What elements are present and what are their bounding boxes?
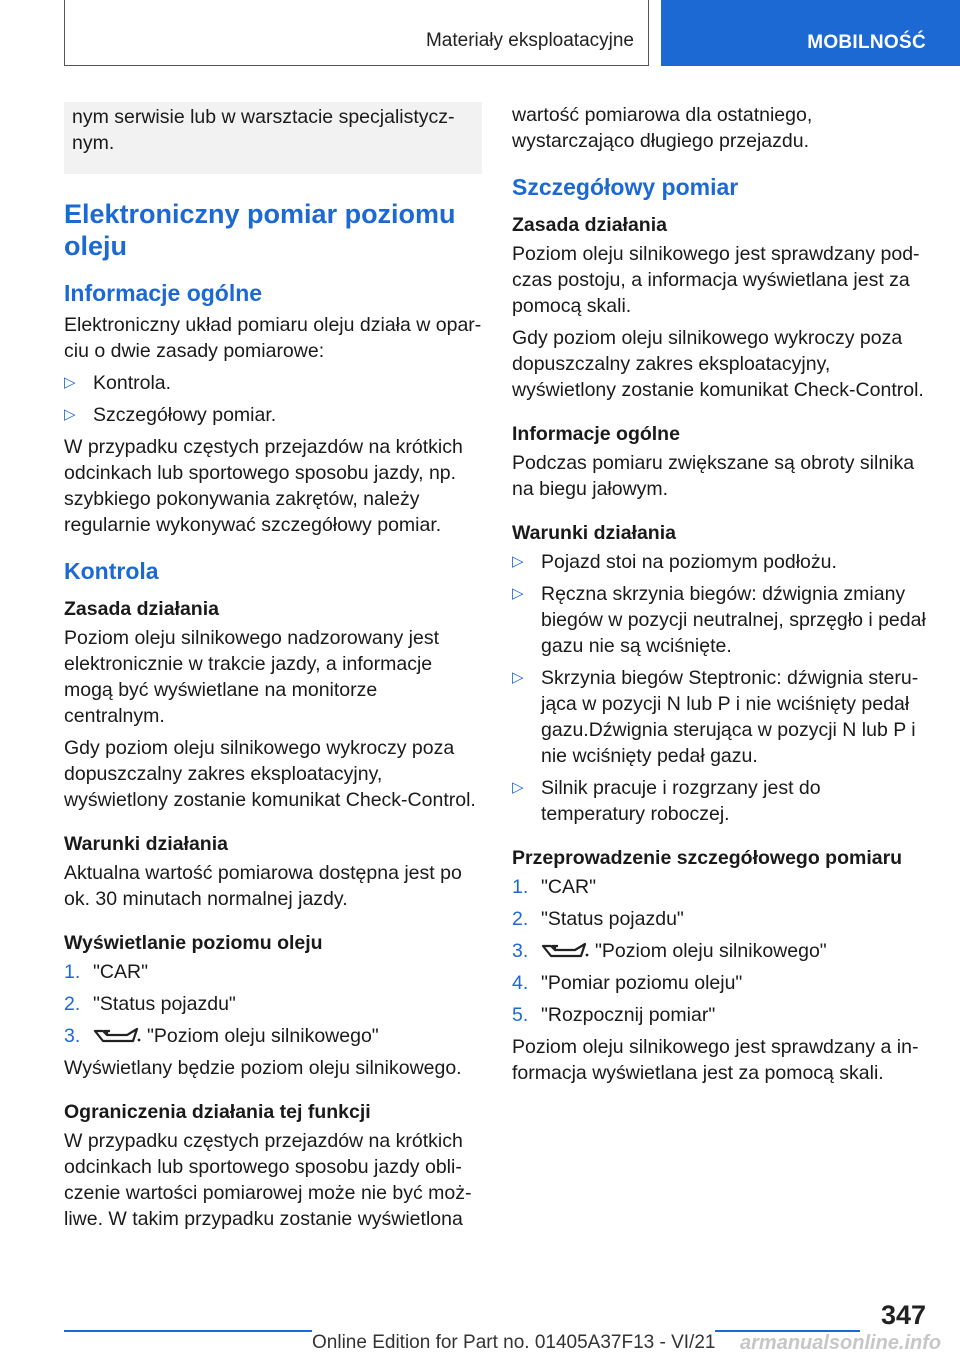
section-title-box — [64, 0, 649, 66]
list-item: 5. "Rozpocznij pomiar" — [512, 1004, 716, 1026]
chapter-tab-label: MOBILNOŚĆ — [807, 32, 926, 53]
procedure-result: Poziom oleju silnikowego jest sprawdzany a informacja wyświetlana jest za pomocą skali. — [512, 1036, 919, 1084]
triangle-bullet-icon: ▷ — [512, 669, 524, 686]
note-box-text: nym serwisie lub w warsztacie specjalistycznym. — [72, 106, 455, 154]
display-steps — [64, 959, 482, 1049]
general-heading: Informacje ogólne — [64, 280, 263, 306]
oil-can-icon — [93, 1025, 141, 1045]
control-heading: Kontrola — [64, 558, 159, 584]
triangle-bullet-icon: ▷ — [512, 585, 524, 602]
edition-text: Online Edition for Part no. 01405A37F13 - VI/21 — [312, 1332, 716, 1353]
principle-paragraph-1: Poziom oleju silnikowego nadzorowany jest elektronicznie w trakcie jazdy, a informacje mogą być wyświetlane na monitorze centralnym. — [64, 627, 440, 727]
procedure-steps — [512, 874, 930, 1028]
general-note: W przypadku częstych przejazdów na krótkich odcinkach lub sportowego sposobu jazdy, np. szybkiego pokonywania zakrętów, należy regularnie wykonywać szczegółowy pomiar. — [64, 436, 463, 536]
principle-heading: Zasada działania — [64, 598, 219, 620]
left-column — [64, 102, 482, 1238]
principle-paragraph-1: Poziom oleju silnikowego jest sprawdzany podczas postoju, a informacja wyświetlana jest za pomocą skali. — [512, 243, 920, 317]
page-number: 347 — [880, 1300, 926, 1330]
list-item: 3. "Poziom oleju silnikowego" — [512, 940, 827, 962]
principle-paragraph-2: Gdy poziom oleju silnikowego wykroczy poza dopuszczalny zakres eksploatacyjny, wyświetlony zostanie komunikat Check-Control. — [512, 327, 924, 401]
chapter-tab[interactable] — [661, 0, 960, 66]
list-item: 4. "Pomiar poziomu oleju" — [512, 972, 743, 994]
list-item: 2. "Status pojazdu" — [512, 908, 684, 930]
note-box — [64, 102, 482, 174]
section-title: Materiały eksploatacyjne — [425, 30, 634, 51]
conditions-list — [512, 549, 930, 827]
conditions-text: Aktualna wartość pomiarowa dostępna jest po ok. 30 minutach normalnej jazdy. — [64, 862, 462, 910]
principle-paragraph-2: Gdy poziom oleju silnikowego wykroczy poza dopuszczalny zakres eksploatacyjny, wyświetlony zostanie komunikat Check-Control. — [64, 737, 476, 811]
conditions-heading: Warunki działania — [512, 522, 676, 544]
list-item: ▷ Ręczna skrzynia biegów: dźwignia zmiany biegów w pozycji neutralnej, sprzęgło i pedał gazu nie są wciśnięte. — [512, 583, 926, 657]
triangle-bullet-icon: ▷ — [64, 374, 76, 391]
triangle-bullet-icon: ▷ — [64, 406, 76, 423]
list-item: ▷ Kontrola. — [64, 372, 172, 394]
display-result: Wyświetlany będzie poziom oleju silnikowego. — [64, 1057, 462, 1079]
detail-heading: Szczegółowy pomiar — [512, 174, 739, 200]
page-title: Elektroniczny pomiar poziomu oleju — [64, 199, 456, 261]
general-intro: Elektroniczny układ pomiaru oleju działa w oparciu o dwie zasady pomiarowe: — [64, 314, 482, 362]
principles-list — [64, 370, 482, 428]
list-item: ▷ Szczegółowy pomiar. — [64, 404, 277, 426]
list-item: ▷ Skrzynia biegów Steptronic: dźwignia sterująca w pozycji N lub P i nie wciśnięty pedał gazu.Dźwignia sterująca w pozycji N lub P i nie wciśnięty pedał gazu. — [512, 667, 919, 767]
list-item: 3. "Poziom oleju silnikowego" — [64, 1025, 379, 1047]
right-column — [512, 102, 930, 1092]
general-heading: Informacje ogólne — [512, 423, 680, 445]
list-item: 1. "CAR" — [512, 876, 597, 898]
general-text: Podczas pomiaru zwiększane są obroty silnika na biegu jałowym. — [512, 452, 915, 500]
conditions-heading: Warunki działania — [64, 833, 228, 855]
triangle-bullet-icon: ▷ — [512, 779, 524, 796]
limits-heading: Ograniczenia działania tej funkcji — [64, 1101, 371, 1123]
limits-text: W przypadku częstych przejazdów na krótkich odcinkach lub sportowego sposobu jazdy obliczenie wartości pomiarowej może nie być możliwe. W takim przypadku zostanie wyświetlona — [64, 1130, 472, 1230]
list-item: 2. "Status pojazdu" — [64, 993, 236, 1015]
continued-text: wartość pomiarowa dla ostatniego, wystarczająco długiego przejazdu. — [512, 104, 813, 152]
triangle-bullet-icon: ▷ — [512, 553, 524, 570]
watermark: armanualsonline.info — [740, 1332, 942, 1354]
display-heading: Wyświetlanie poziomu oleju — [64, 932, 323, 954]
list-item: ▷ Pojazd stoi na poziomym podłożu. — [512, 551, 837, 573]
procedure-heading: Przeprowadzenie szczegółowego pomiaru — [512, 847, 903, 869]
oil-can-icon — [541, 940, 589, 960]
list-item: 1. "CAR" — [64, 961, 149, 983]
principle-heading: Zasada działania — [512, 214, 667, 236]
list-item: ▷ Silnik pracuje i rozgrzany jest do temperatury roboczej. — [512, 777, 821, 825]
page-header — [0, 0, 960, 66]
